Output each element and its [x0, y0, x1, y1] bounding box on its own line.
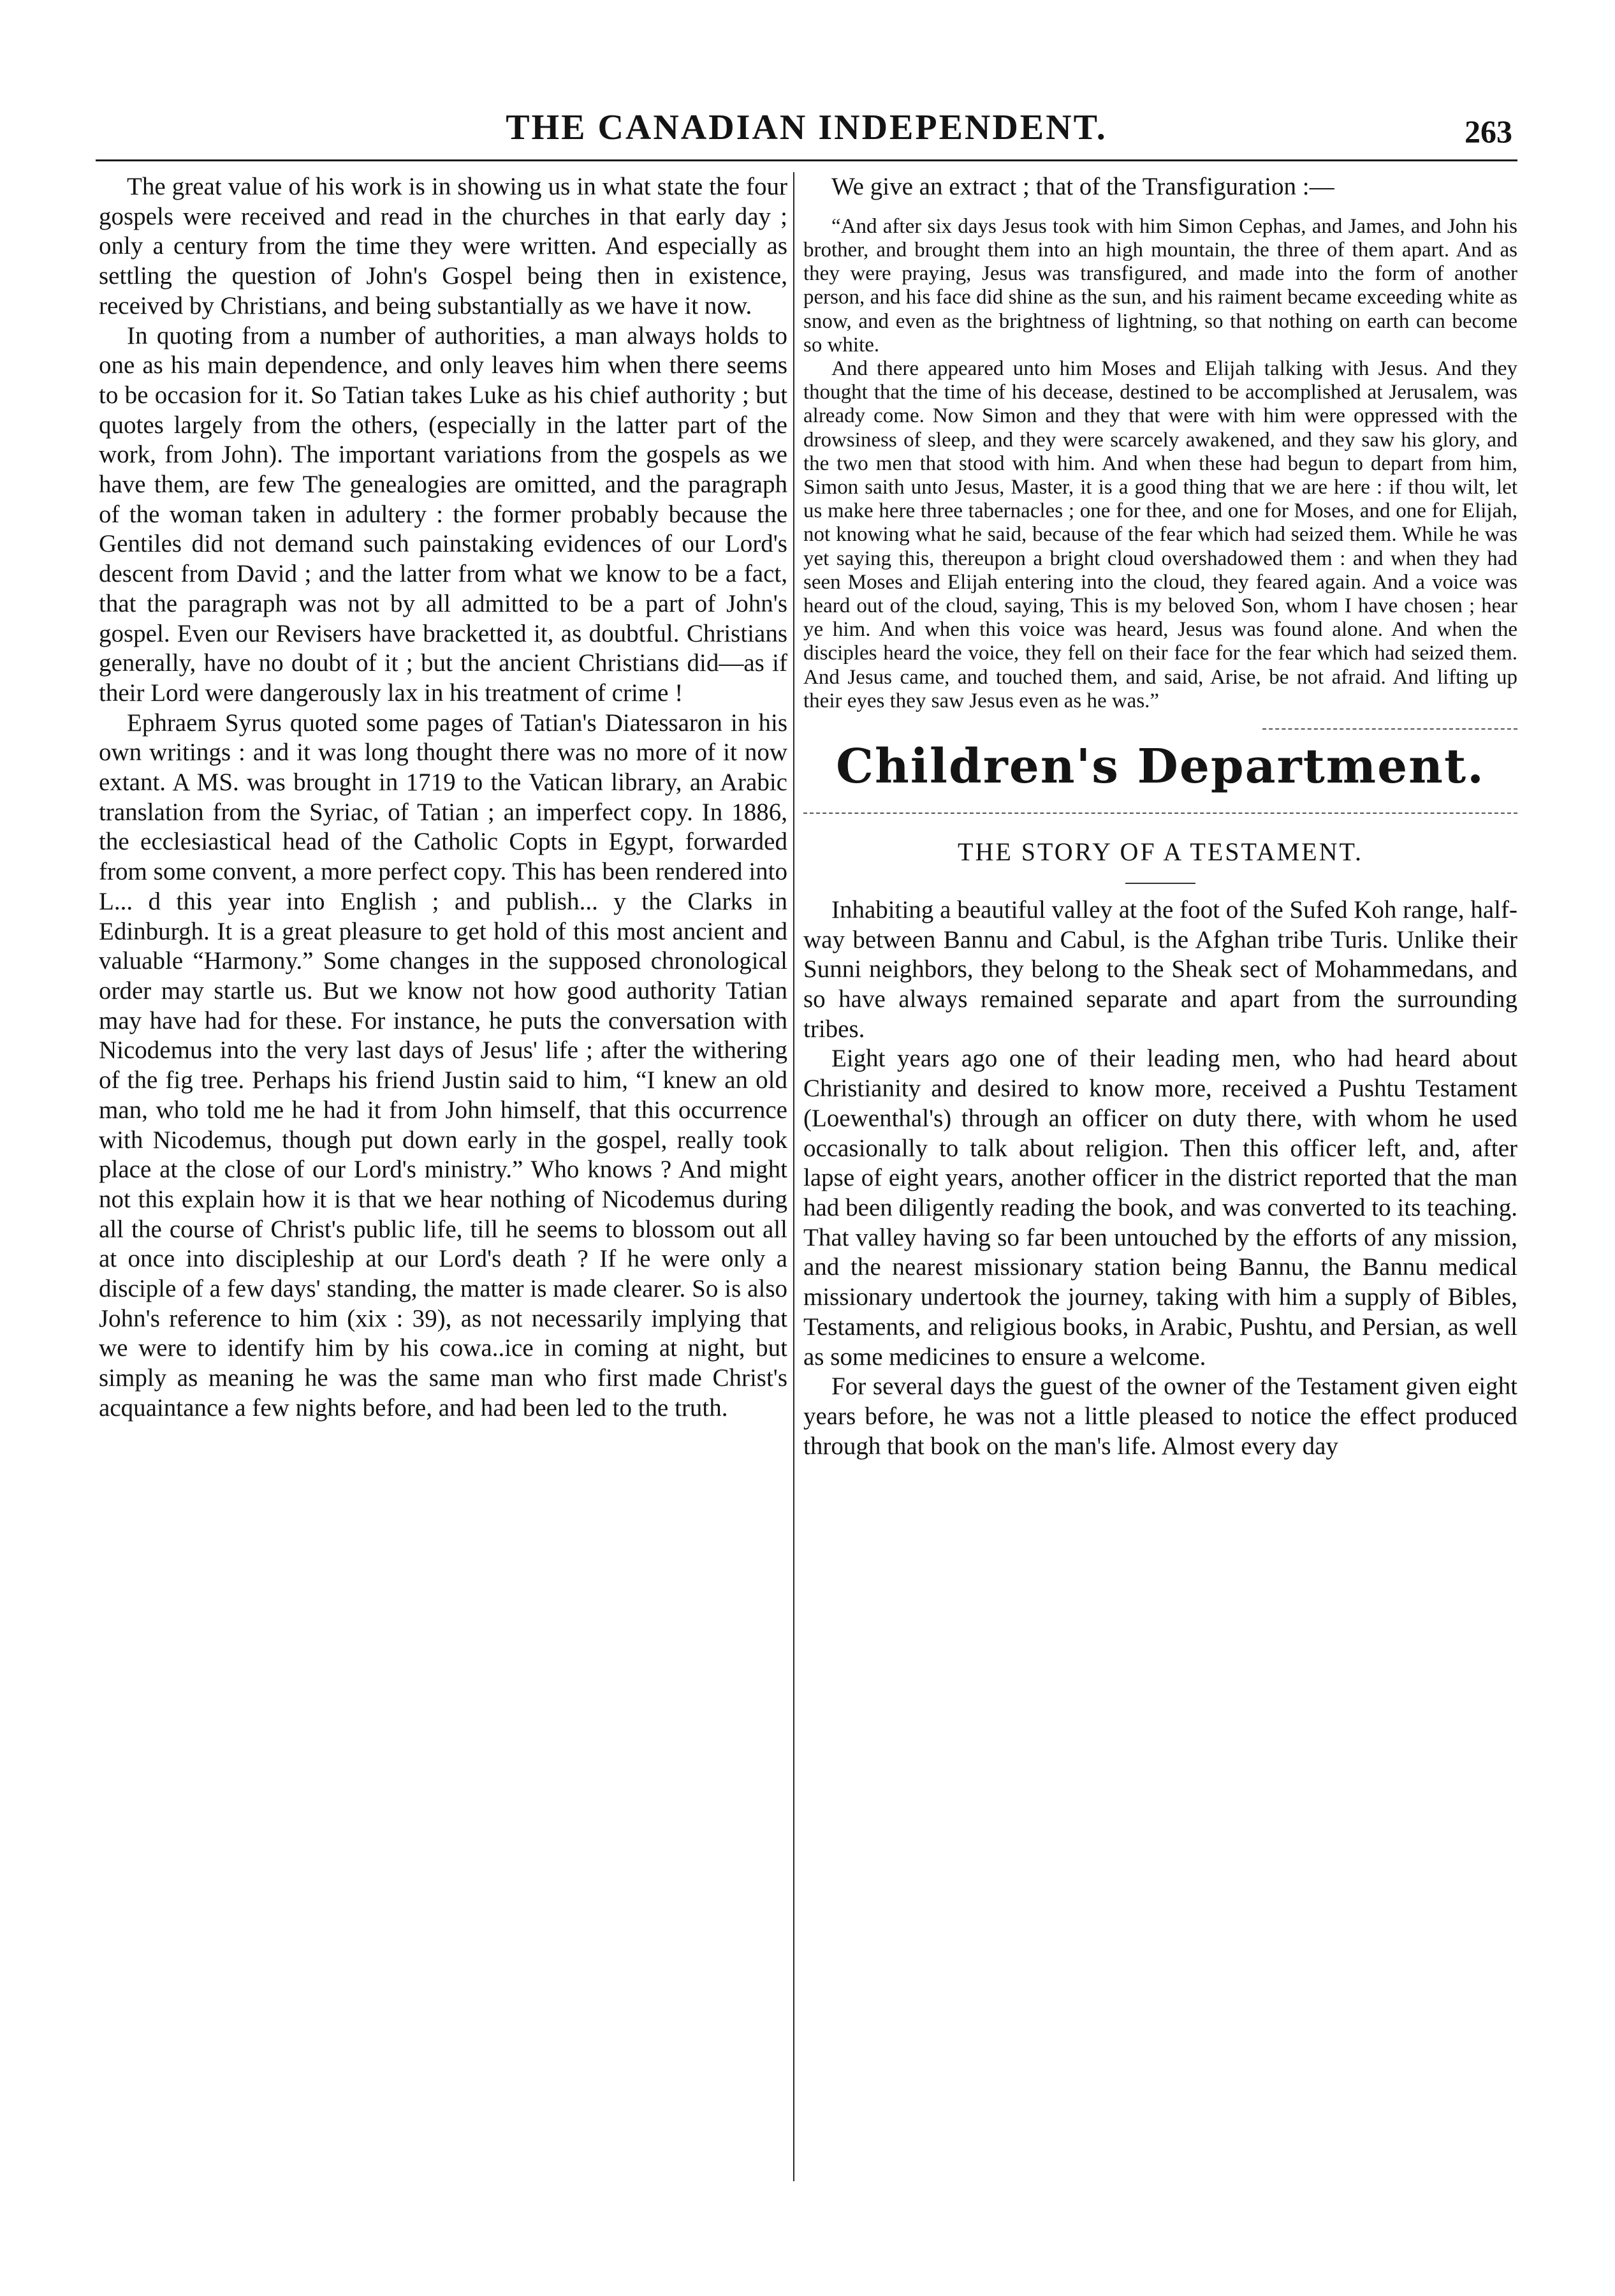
- section-rule: [803, 813, 1517, 814]
- department-heading: Children's Department.: [836, 739, 1485, 794]
- quote-paragraph: And there appeared unto him Moses and Elijah talking with Jesus. And they thought that the time of his decease, destined to be accomplished at Jerusalem, was already come. Now Simon and they that were with him were oppressed with the drowsiness of sleep, and they were scarcely awakened, and they saw his glory, and the two men that stood with him. And when these had begun to depart from him, Simon saith unto Jesus, Master, it is a good thing that we are here : if thou wilt, let us make here three tabernacles ; one for thee, and one for Moses, and one for Elijah, not knowing what he said, because of the fear which had seized them. While he was yet saying this, thereupon a bright cloud overshadowed them : and when they had seen Moses and Elijah entering into the cloud, they feared again. And a voice was heard out of the cloud, saying, This is my beloved Son, whom I have chosen ; hear ye him. And when this voice was heard, Jesus was found alone. And when the disciples heard the voice, they fell on their face for the fear which had seized them. And Jesus came, and touched them, and said, Arise, be not afraid. And lifting up their eyes they saw Jesus even as he was.”: [803, 357, 1517, 712]
- story-paragraph: Inhabiting a beautiful valley at the foot of the Sufed Koh range, half-way between Bannu and Cabul, is the Afghan tribe Turis. Unlike their Sunni neighbors, they belong to the Sheak sect of Mohammedans, and so have always remained separate and apart from the surrounding tribes.: [803, 895, 1517, 1043]
- publication-title: THE CANADIAN INDEPENDENT.: [506, 108, 1107, 147]
- quote-paragraph: “And after six days Jesus took with him Simon Cephas, and James, and John his brother, and brought them into an high mountain, the three of them apart. And as they were praying, Jesus was transfigured, and made into the form of another person, and his face did shine as the sun, and his raiment became exceeding white as snow, and even as the brightness of lightning, so that nothing on earth can become so white.: [803, 214, 1517, 357]
- section-rule: [1262, 728, 1517, 730]
- article-paragraph: The great value of his work is in showing us in what state the four gospels were received and read in the churches in that early day ; only a century from the time they were written. And especially as settling the question of John's Gospel being then in existence, received by Christians, and being substantially as we have it now.: [99, 173, 787, 320]
- left-column: [99, 172, 787, 2213]
- article-paragraph: In quoting from a number of authorities, a man always holds to one as his main dependence, and only leaves him when there seems to be occasion for it. So Tatian takes Luke as his chief authority ; but quotes largely from the others, (especially in the latter part of the work, from John). The important variations from the gospels as we have them, are few The genealogies are omitted, and the paragraph of the woman taken in adultery : the former probably because the Gentiles did not demand such painstaking evidences of our Lord's descent from David ; and the latter from what we know to be a fact, that the paragraph was not by all admitted to be a part of John's gospel. Even our Revisers have bracketted it, as doubtful. Christians generally, have no doubt of it ; but the ancient Christians did—as if their Lord were dangerously lax in his treatment of crime !: [99, 321, 787, 707]
- story-paragraph: Eight years ago one of their leading men, who had heard about Christianity and desired to know more, received a Pushtu Testament (Loewenthal's) through an officer on duty there, with whom he used occasionally to talk about religion. Then this officer left, and, after lapse of eight years, another officer in the district reported that the man had been diligently reading the book, and was converted to its teaching. That valley having so far been untouched by the efforts of any mission, and the nearest missionary station being Bannu, the Bannu medical missionary undertook the journey, taking with him a supply of Bibles, Testaments, and religious books, in Arabic, Pushtu, and Persian, as well as some medicines to ensure a welcome.: [803, 1045, 1517, 1371]
- masthead-rule: [96, 159, 1517, 161]
- right-column: [803, 172, 1517, 2213]
- page-number: 263: [1465, 114, 1512, 149]
- story-title: THE STORY OF A TESTAMENT.: [958, 837, 1363, 866]
- extract-intro: We give an extract ; that of the Transfiguration :—: [831, 173, 1334, 200]
- story-paragraph: For several days the guest of the owner of the Testament given eight years before, he was not a little pleased to notice the effect produced through that book on the man's life. Almost every day: [803, 1372, 1517, 1460]
- masthead: [96, 96, 1517, 154]
- title-rule: [1125, 883, 1195, 884]
- column-divider: [793, 172, 794, 2181]
- article-paragraph: Ephraem Syrus quoted some pages of Tatian's Diatessaron in his own writings : and it was long thought there was no more of it now extant. A MS. was brought in 1719 to the Vatican library, an Arabic translation from the Syriac, of Tatian ; an imperfect copy. In 1886, the ecclesiastical head of the Catholic Copts in Egypt, forwarded from some convent, a more perfect copy. This has been rendered into L... d this year into English ; and publish... y the Clarks in Edinburgh. It is a great pleasure to get hold of this most ancient and valuable “Harmony.” Some changes in the supposed chronological order may startle us. But we know not how good authority Tatian may have had for these. For instance, he puts the conversation with Nicodemus into the very last days of Jesus' life ; after the withering of the fig tree. Perhaps his friend Justin said to him, “I knew an old man, who told me he had it from John himself, that this occurrence with Nicodemus, though put down early in the gospel, really took place at the close of our Lord's ministry.” Who knows ? And might not this explain how it is that we hear nothing of Nicodemus during all the course of Christ's public life, till he seems to blossom out all at once into discipleship at our Lord's death ? If he were only a disciple of a few days' standing, the matter is made clearer. So is also John's reference to him (xix : 39), as not necessarily implying that we were to identify him by his cowa..ice in coming at night, but simply as meaning he was the same man who first made Christ's acquaintance a few nights before, and had been led to the truth.: [99, 709, 787, 1422]
